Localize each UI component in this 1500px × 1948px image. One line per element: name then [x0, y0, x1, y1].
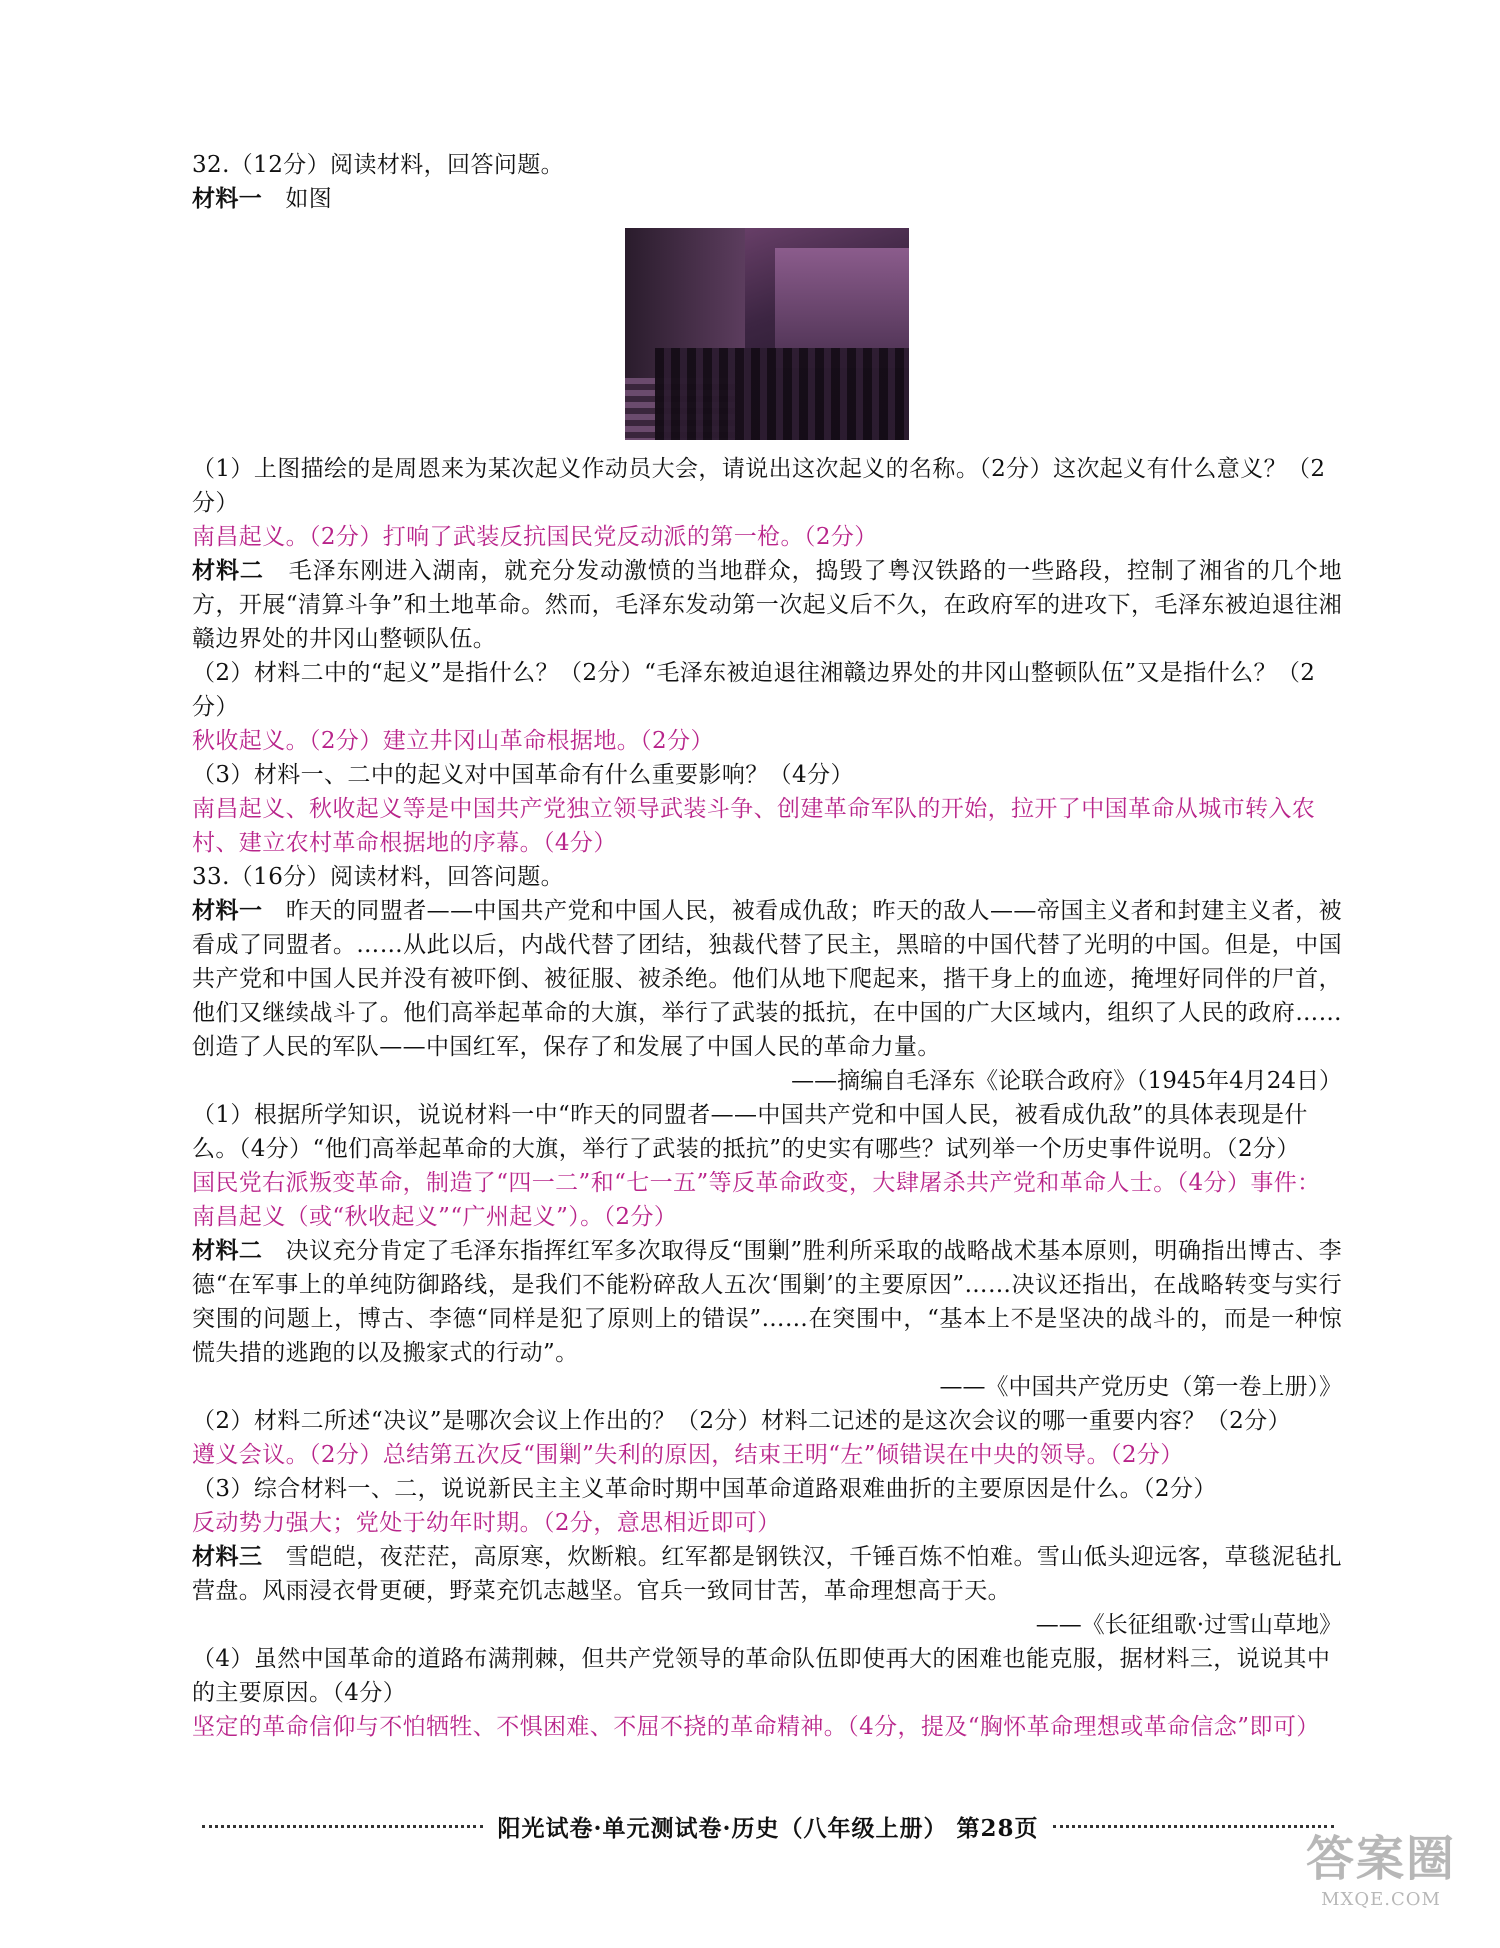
- q32-material1: [192, 182, 1342, 216]
- q33-material1-label: 材料一: [192, 897, 263, 924]
- q32-material2-label: 材料二: [192, 557, 264, 584]
- q33-material1-source: ——摘编自毛泽东《论联合政府》（1945年4月24日）: [791, 1068, 1342, 1094]
- q33-material1: [192, 894, 1342, 1064]
- q33-sub4: （4）虽然中国革命的道路布满荆棘，但共产党领导的革命队伍即使再大的困难也能克服，据材料三，说说其中的主要原因。（4分）: [192, 1646, 1331, 1706]
- q32-ans1: 南昌起义。（2分）打响了武装反抗国民党反动派的第一枪。（2分）: [192, 524, 878, 550]
- q32-ans2: 秋收起义。（2分）建立井冈山革命根据地。（2分）: [192, 728, 714, 754]
- q33-material1-text: 昨天的同盟者——中国共产党和中国人民，被看成仇敌；昨天的敌人——帝国主义者和封建主义者，被看成了同盟者。……从此以后，内战代替了团结，独裁代替了民主，黑暗的中国代替了光明的中国。但是，中国共产党和中国人民并没有被吓倒、被征服、被杀绝。他们从地下爬起来，揩干身上的血迹，掩埋好同伴的尸首，他们又继续战斗了。他们高举起革命的大旗，举行了武装的抵抗，在中国的广大区域内，组织了人民的政府……创造了人民的军队——中国红军，保存了和发展了中国人民的革命力量。: [192, 898, 1343, 1060]
- page-footer: [188, 1810, 1348, 1843]
- q33-sub2: （2）材料二所述“决议”是哪次会议上作出的？（2分）材料二记述的是这次会议的哪一重要内容？（2分）: [192, 1408, 1292, 1434]
- q33-ans3: 反动势力强大；党处于幼年时期。（2分，意思相近即可）: [192, 1510, 781, 1536]
- q33-ans2: 遵义会议。（2分）总结第五次反“围剿”失利的原因，结束王明“左”倾错误在中央的领导。（2分）: [192, 1442, 1184, 1468]
- q33-ans1: 国民党右派叛变革命，制造了“四一二”和“七一五”等反革命政变，大肆屠杀共产党和革命人士。（4分）事件：南昌起义（或“秋收起义”“广州起义”）。（2分）: [192, 1170, 1321, 1230]
- q32-sub2: （2）材料二中的“起义”是指什么？（2分）“毛泽东被迫退往湘赣边界处的井冈山整顿队伍”又是指什么？（2分）: [192, 660, 1316, 720]
- watermark-url: MXQE.COM: [1321, 1889, 1441, 1910]
- q32-material2: [192, 554, 1342, 656]
- q33-material2-text: 决议充分肯定了毛泽东指挥红军多次取得反“围剿”胜利所采取的战略战术基本原则，明确指出博古、李德“在军事上的单纯防御路线，是我们不能粉碎敌人五次‘围剿’的主要原因”……决议还指出，在战略转变与实行突围的问题上，博古、李德“同样是犯了原则上的错误”……在突围中，“基本上不是坚决的战斗的，而是一种惊慌失措的逃跑的以及搬家式的行动”。: [192, 1238, 1343, 1366]
- q33-sub3: （3）综合材料一、二，说说新民主主义革命时期中国革命道路艰难曲折的主要原因是什么。（2分）: [192, 1476, 1217, 1502]
- q33-stem: 33.（16分）阅读材料，回答问题。: [192, 864, 565, 890]
- q32-material1-text: 如图: [285, 186, 333, 212]
- q32-material2-text: 毛泽东刚进入湖南，就充分发动激愤的当地群众，捣毁了粤汉铁路的一些路段，控制了湘省的几个地方，开展“清算斗争”和土地革命。然而，毛泽东发动第一次起义后不久，在政府军的进攻下，毛泽东被迫退往湘赣边界处的井冈山整顿队伍。: [192, 558, 1342, 652]
- q33-material3: [192, 1540, 1342, 1608]
- q33-material2: [192, 1234, 1342, 1370]
- q33-sub1: （1）根据所学知识，说说材料一中“昨天的同盟者——中国共产党和中国人民，被看成仇敌”的具体表现是什么。（4分）“他们高举起革命的大旗，举行了武装的抵抗”的史实有哪些？试列举一个历史事件说明。（2分）: [192, 1102, 1308, 1162]
- q32-material1-label: 材料一: [192, 185, 263, 212]
- q32-sub1: （1）上图描绘的是周恩来为某次起义作动员大会，请说出这次起义的名称。（2分）这次起义有什么意义？（2分）: [192, 456, 1326, 516]
- q33-material2-label: 材料二: [192, 1237, 263, 1264]
- footer-text: 阳光试卷·单元测试卷·历史（八年级上册） 第28页: [497, 1815, 1039, 1842]
- nanchang-uprising-illustration: [625, 228, 909, 440]
- watermark-logo: 答案圈: [1305, 1831, 1456, 1887]
- q32-sub3: （3）材料一、二中的起义对中国革命有什么重要影响？（4分）: [192, 762, 854, 788]
- q32-ans3: 南昌起义、秋收起义等是中国共产党独立领导武装斗争、创建革命军队的开始，拉开了中国革命从城市转入农村、建立农村革命根据地的序幕。（4分）: [192, 796, 1316, 856]
- q33-ans4: 坚定的革命信仰与不怕牺牲、不惧困难、不屈不挠的革命精神。（4分，提及“胸怀革命理想或革命信念”即可）: [192, 1714, 1320, 1740]
- q33-material3-label: 材料三: [192, 1543, 263, 1570]
- watermark: [1286, 1820, 1476, 1940]
- q33-material3-text: 雪皑皑，夜茫茫，高原寒，炊断粮。红军都是钢铁汉，千锤百炼不怕难。雪山低头迎远客，草毯泥毡扎营盘。风雨浸衣骨更硬，野菜充饥志越坚。官兵一致同甘苦，革命理想高于天。: [192, 1544, 1342, 1604]
- q33-material2-source: ——《中国共产党历史（第一卷上册）》: [939, 1374, 1342, 1400]
- q33-material3-source: ——《长征组歌·过雪山草地》: [1035, 1612, 1342, 1638]
- content-column: [192, 148, 1342, 1744]
- q32-stem: 32.（12分）阅读材料，回答问题。: [192, 152, 565, 178]
- footer-dots-left: [202, 1825, 483, 1828]
